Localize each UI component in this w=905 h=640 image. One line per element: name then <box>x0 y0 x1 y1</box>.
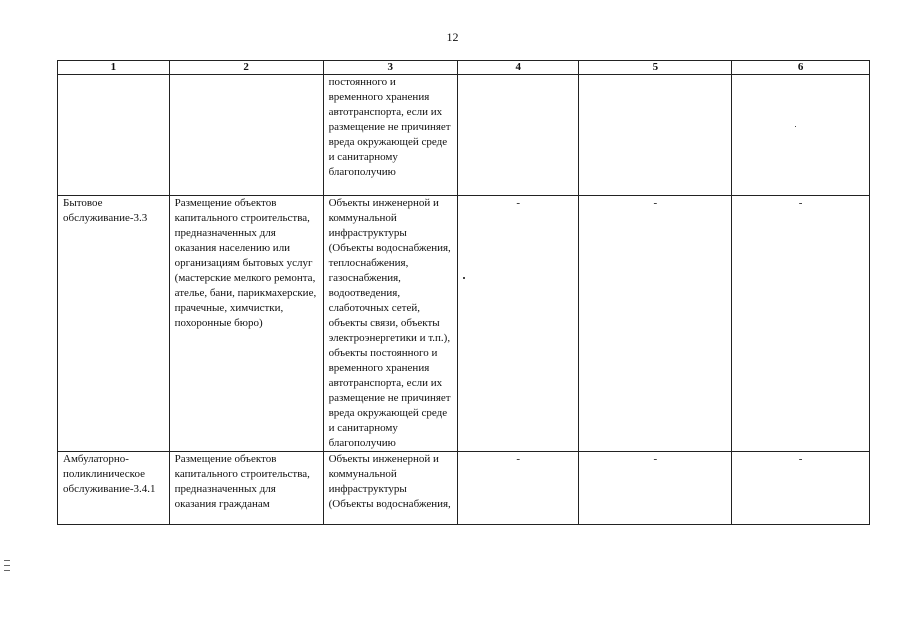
column-header-1: 1 <box>58 61 170 75</box>
cell-auxiliary-uses: постоянного и временного хранения автотранспорта, если их размещение не причиняет вреда окружающей среде и санитарному благополучию <box>323 75 457 196</box>
cell-use-description: Размещение объектов капитального строительства, предназначенных для оказания населению или организациям бытовых услуг (мастерские мелкого ремонта, ателье, бани, парикмахерские, прачечные, химчистки, похоронные бюро) <box>169 196 323 452</box>
column-header-3: 3 <box>323 61 457 75</box>
cell-col6: - <box>732 196 870 452</box>
cell-col5: - <box>579 196 732 452</box>
cell-auxiliary-uses-text: Объекты инженерной и коммунальной инфраструктуры (Объекты водоснабжения, <box>328 453 451 510</box>
permitted-use-table <box>57 60 870 525</box>
cell-col6: - <box>732 452 870 525</box>
column-header-2: 2 <box>169 61 323 75</box>
cell-use-description <box>169 452 323 525</box>
cell-auxiliary-uses: Объекты инженерной и коммунальной инфраструктуры (Объекты водоснабжения, теплоснабжения, газоснабжения, водоотведения, слаботочных сетей, объекты связи, объекты электроэнергетики и т.п.), объекты постоянного и временного хранения автотранспорта, если их размещение не причиняет вреда окружающей среде и санитарному благополучию <box>323 196 457 452</box>
table-header-row <box>58 61 870 75</box>
margin-scan-mark <box>4 560 10 584</box>
table-row <box>58 75 870 196</box>
cell-use-name <box>58 75 170 196</box>
cell-use-name-text: Амбулаторно-поликлиническое обслуживание-3.4.1 <box>63 453 156 495</box>
cell-use-name: Бытовое обслуживание-3.3 <box>58 196 170 452</box>
cell-col5: - <box>579 452 732 525</box>
cell-use-name <box>58 452 170 525</box>
cell-col5 <box>579 75 732 196</box>
column-header-5: 5 <box>579 61 732 75</box>
column-header-4: 4 <box>458 61 579 75</box>
cell-use-description <box>169 75 323 196</box>
cell-col6 <box>732 75 870 196</box>
column-header-6: 6 <box>732 61 870 75</box>
table-row <box>58 196 870 452</box>
cell-col4 <box>458 75 579 196</box>
cell-auxiliary-uses <box>323 452 457 525</box>
cell-col4: - <box>458 196 579 452</box>
cell-use-description-text: Размещение объектов капитального строительства, предназначенных для оказания гражданам <box>174 453 310 510</box>
scan-speck <box>795 126 796 127</box>
scan-speck <box>463 277 465 279</box>
table-row <box>58 452 870 525</box>
cell-col4: - <box>458 452 579 525</box>
page-number: 12 <box>446 30 459 44</box>
